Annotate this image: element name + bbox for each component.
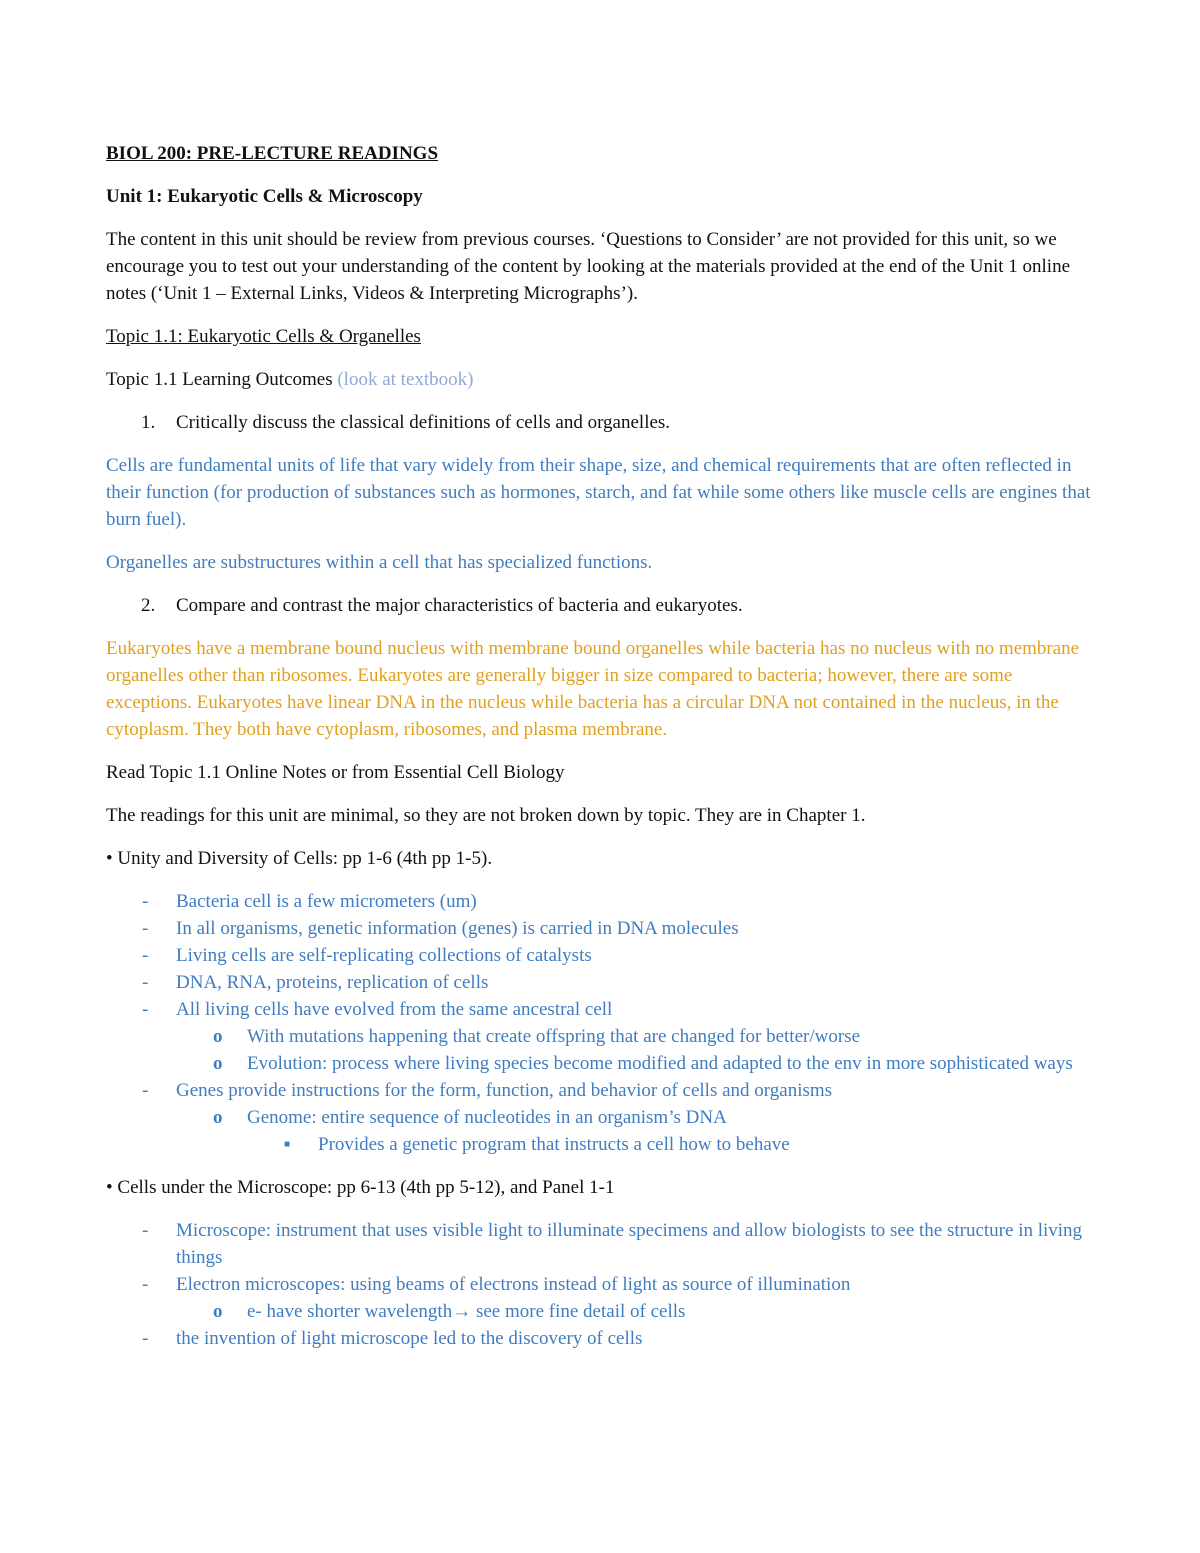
list-item-text: DNA, RNA, proteins, replication of cells bbox=[176, 972, 489, 993]
list-item bbox=[106, 1217, 1096, 1271]
list-item bbox=[106, 1050, 1096, 1077]
list-marker: - bbox=[142, 1328, 149, 1349]
learning-outcomes-label: Topic 1.1 Learning Outcomes bbox=[106, 369, 333, 390]
answer-paragraph: Cells are fundamental units of life that vary widely from their shape, size, and chemical requirements that are often reflected in their function (for production of substances such as hormones, starch, and fat while some others like muscle cells are engines that burn fuel). bbox=[106, 455, 1091, 530]
list-item bbox=[106, 1298, 1096, 1325]
list-item bbox=[106, 888, 1096, 915]
list-item-text: In all organisms, genetic information (genes) is carried in DNA molecules bbox=[176, 918, 739, 939]
list-marker: o bbox=[213, 1301, 223, 1322]
list-item bbox=[106, 942, 1096, 969]
list-item-text: Provides a genetic program that instructs a cell how to behave bbox=[318, 1134, 790, 1155]
outcome-number: 1. bbox=[141, 412, 156, 433]
document-page bbox=[106, 140, 1096, 1352]
list-item bbox=[106, 996, 1096, 1023]
list-marker: o bbox=[213, 1107, 223, 1128]
list-item-text: With mutations happening that create offspring that are changed for better/worse bbox=[247, 1026, 861, 1047]
intro-paragraph: The content in this unit should be review from previous courses. ‘Questions to Consider’ are not provided for this unit, so we encourage you to test out your understanding of the content by looking at the materials provided at the end of the Unit 1 online notes (‘Unit 1 – External Links, Videos & Interpreting Micrographs’). bbox=[106, 229, 1071, 304]
learning-outcomes-note: (look at textbook) bbox=[337, 369, 474, 390]
list-marker: - bbox=[142, 1274, 149, 1295]
list-marker: - bbox=[142, 1080, 149, 1101]
section-heading: • Unity and Diversity of Cells: pp 1-6 (4th pp 1-5). bbox=[106, 848, 493, 869]
list-item-text: All living cells have evolved from the same ancestral cell bbox=[176, 999, 613, 1020]
list-marker: o bbox=[213, 1053, 223, 1074]
list-item bbox=[106, 1104, 1096, 1131]
list-item bbox=[106, 969, 1096, 996]
learning-outcomes-line bbox=[106, 366, 1096, 393]
answer-paragraph: Eukaryotes have a membrane bound nucleus with membrane bound organelles while bacteria has no nucleus with no membrane organelles other than ribosomes. Eukaryotes are generally bigger in size compared to bacteria; however, there are some exceptions. Eukaryotes have linear DNA in the nucleus while bacteria has a circular DNA not contained in the nucleus, in the cytoplasm. They both have cytoplasm, ribosomes, and plasma membrane. bbox=[106, 638, 1080, 740]
list-item bbox=[106, 1271, 1096, 1298]
list-marker: - bbox=[142, 918, 149, 939]
section-heading: • Cells under the Microscope: pp 6-13 (4th pp 5-12), and Panel 1-1 bbox=[106, 1177, 615, 1198]
document-title: BIOL 200: PRE-LECTURE READINGS bbox=[106, 143, 439, 164]
list-item-text: Living cells are self-replicating collections of catalysts bbox=[176, 945, 592, 966]
answer-paragraph: Organelles are substructures within a cell that has specialized functions. bbox=[106, 552, 653, 573]
list-marker: - bbox=[142, 945, 149, 966]
list-marker: o bbox=[213, 1026, 223, 1047]
list-item-text: Genes provide instructions for the form, function, and behavior of cells and organisms bbox=[176, 1080, 833, 1101]
outcome-item bbox=[106, 409, 1096, 436]
list-item bbox=[106, 1131, 1096, 1158]
list-item bbox=[106, 915, 1096, 942]
topic-heading: Topic 1.1: Eukaryotic Cells & Organelles bbox=[106, 326, 421, 347]
list-item bbox=[106, 1023, 1096, 1050]
list-item bbox=[106, 1325, 1096, 1352]
outcome-item bbox=[106, 592, 1096, 619]
list-marker: - bbox=[142, 972, 149, 993]
list-item bbox=[106, 1077, 1096, 1104]
list-item-text: e- have shorter wavelength→ see more fine detail of cells bbox=[247, 1301, 686, 1322]
unit-heading: Unit 1: Eukaryotic Cells & Microscopy bbox=[106, 186, 423, 207]
list-item-text: Microscope: instrument that uses visible light to illuminate specimens and allow biologists to see the structure in living things bbox=[176, 1220, 1083, 1268]
list-marker: - bbox=[142, 1220, 149, 1241]
outcome-text: Compare and contrast the major characteristics of bacteria and eukaryotes. bbox=[176, 595, 743, 616]
list-marker: ■ bbox=[284, 1139, 291, 1150]
list-item-text: Electron microscopes: using beams of electrons instead of light as source of illumination bbox=[176, 1274, 851, 1295]
readings-note: The readings for this unit are minimal, so they are not broken down by topic. They are in Chapter 1. bbox=[106, 805, 866, 826]
outcome-number: 2. bbox=[141, 595, 156, 616]
list-item-text: the invention of light microscope led to the discovery of cells bbox=[176, 1328, 643, 1349]
read-line: Read Topic 1.1 Online Notes or from Essential Cell Biology bbox=[106, 762, 565, 783]
list-item-text: Evolution: process where living species become modified and adapted to the env in more sophisticated ways bbox=[247, 1053, 1073, 1074]
list-marker: - bbox=[142, 999, 149, 1020]
notes-list bbox=[106, 888, 1096, 1158]
notes-list bbox=[106, 1217, 1096, 1352]
list-marker: - bbox=[142, 891, 149, 912]
outcome-text: Critically discuss the classical definitions of cells and organelles. bbox=[176, 412, 671, 433]
list-item-text: Bacteria cell is a few micrometers (um) bbox=[176, 891, 477, 912]
list-item-text: Genome: entire sequence of nucleotides in an organism’s DNA bbox=[247, 1107, 727, 1128]
